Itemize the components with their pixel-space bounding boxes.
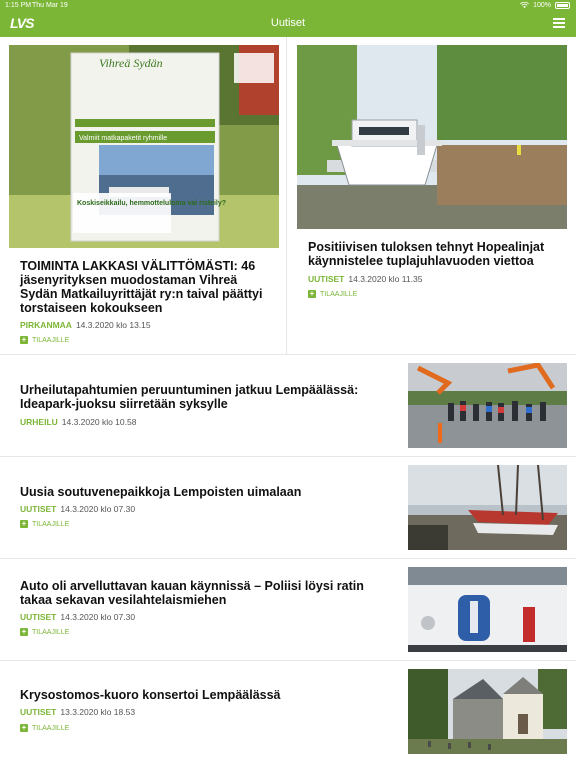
status-right — [520, 2, 570, 9]
status-date: Thu Mar 19 — [32, 2, 68, 9]
battery-icon — [555, 2, 570, 9]
featured-article-2[interactable] — [288, 37, 576, 354]
list-item[interactable] — [0, 558, 576, 661]
ship-image[interactable] — [297, 45, 567, 229]
svg-text:Valmiit matkapaketit ryhmille: Valmiit matkapaketit ryhmille — [79, 135, 168, 142]
status-bar — [0, 0, 576, 12]
page-title: Uutiset — [270, 17, 306, 29]
plus-square-icon: + — [309, 289, 315, 298]
article-category[interactable]: UUTISET — [20, 612, 57, 622]
article-datetime: 14.3.2020 klo 07.30 — [60, 612, 136, 622]
list-item[interactable] — [0, 354, 576, 457]
article-meta — [20, 504, 135, 514]
subscriber-badge — [20, 628, 69, 636]
svg-text:Koskiseikkailu, hemmotteluloma: Koskiseikkailu, hemmotteluloma vai risteily? — [77, 200, 226, 207]
article-title[interactable]: Auto oli arvelluttavan kauan käynnissä – Poliisi löysi ratin takaa sekavan vesilahtelaismiehen — [20, 579, 364, 607]
plus-square-icon: + — [21, 335, 27, 344]
article-category[interactable]: UUTISET — [308, 274, 345, 284]
brand-text: Vihreä Sydän — [99, 56, 163, 70]
status-time: 1:15 PM — [5, 2, 32, 9]
featured-article-1[interactable] — [0, 37, 287, 354]
subscriber-badge — [20, 724, 69, 732]
plus-square-icon: + — [21, 723, 27, 732]
article-title[interactable]: Urheilutapahtumien peruuntuminen jatkuu Lempäälässä: Ideapark-juoksu siirretään syksylle — [20, 383, 359, 411]
article-meta — [20, 320, 151, 330]
article-title[interactable]: Krysostomos-kuoro konsertoi Lempäälässä — [20, 688, 281, 702]
article-datetime: 13.3.2020 klo 18.53 — [60, 707, 136, 717]
article-title[interactable]: Positiivisen tuloksen tehnyt Hopealinjat käynnistelee tuplajuhlavuoden viettoa — [308, 240, 545, 268]
subscriber-label: TILAAJILLE — [32, 724, 70, 732]
subscriber-badge — [20, 336, 69, 344]
article-category[interactable]: UUTISET — [20, 504, 57, 514]
article-datetime: 14.3.2020 klo 07.30 — [60, 504, 136, 514]
article-category[interactable]: UUTISET — [20, 707, 57, 717]
article-meta — [20, 417, 136, 427]
lvs-logo[interactable]: LVS — [10, 15, 34, 31]
article-title[interactable]: Uusia soutuvenepaikkoja Lempoisten uimalaan — [20, 485, 302, 499]
article-datetime: 14.3.2020 klo 13.15 — [75, 320, 151, 330]
rowing-boats-image[interactable] — [408, 465, 567, 550]
plus-square-icon: + — [21, 519, 27, 528]
subscriber-label: TILAAJILLE — [32, 520, 70, 528]
list-item[interactable] — [0, 660, 576, 763]
subscriber-badge — [20, 520, 69, 528]
vihrea-sydan-image[interactable] — [9, 45, 279, 248]
article-meta — [20, 612, 135, 622]
plus-square-icon: + — [21, 627, 27, 636]
article-category[interactable]: PIRKANMAA — [20, 320, 72, 330]
list-item[interactable] — [0, 456, 576, 559]
article-meta — [20, 707, 135, 717]
subscriber-label: TILAAJILLE — [32, 336, 70, 344]
church-image[interactable] — [408, 669, 567, 754]
article-datetime: 14.3.2020 klo 10.58 — [61, 417, 137, 427]
article-datetime: 14.3.2020 klo 11.35 — [348, 274, 423, 284]
article-meta — [308, 274, 422, 284]
hamburger-icon[interactable] — [553, 18, 565, 28]
subscriber-label: TILAAJILLE — [320, 290, 358, 298]
app-header — [0, 0, 576, 37]
article-category[interactable]: URHEILU — [20, 417, 58, 427]
runners-image[interactable] — [408, 363, 567, 448]
subscriber-label: TILAAJILLE — [32, 628, 70, 636]
battery-percent: 100% — [533, 2, 551, 9]
police-van-image[interactable] — [408, 567, 567, 652]
subscriber-badge — [308, 290, 357, 298]
article-title[interactable]: TOIMINTA LAKKASI VÄLITTÖMÄSTI: 46 jäsenyrityksen muodostaman Vihreä Sydän Matkailuyrittäjät ry:n taival päättyi torstaiseen kokoukseen — [20, 259, 263, 315]
wifi-icon — [520, 2, 529, 9]
